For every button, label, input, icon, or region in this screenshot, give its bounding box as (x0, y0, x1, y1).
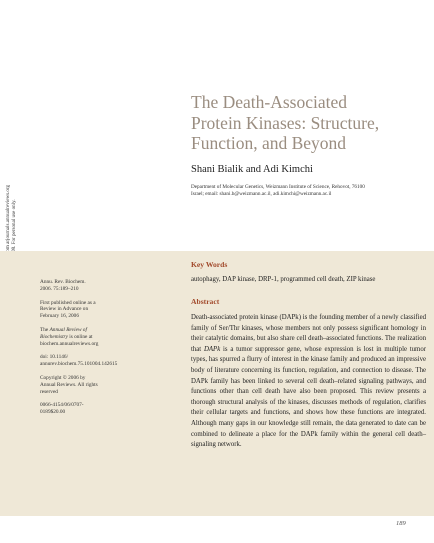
copyright-line3: reserved (40, 388, 58, 395)
published-line1: First published online as a (40, 299, 96, 306)
copyright-line2: Annual Reviews. All rights (40, 381, 98, 388)
page-number: 189 (396, 520, 406, 527)
keywords-text: autophagy, DAP kinase, DRP-1, programmed cell death, ZIP kinase (191, 276, 376, 283)
journal-line2: 2006. 75:189–210 (40, 285, 79, 292)
abstract-text (191, 313, 426, 451)
online-journal-name-1: Annual Review of (49, 326, 87, 333)
issn-line2: 0189$20.00 (40, 409, 66, 416)
online-pre: The (40, 326, 50, 333)
copyright (40, 375, 180, 395)
journal-citation (40, 279, 180, 293)
online-url[interactable]: biochem.annualreviews.org (40, 340, 99, 347)
keywords-heading: Key Words (191, 260, 228, 269)
doi-line1: doi: 10.1146/ (40, 354, 69, 361)
affiliation-line1: Department of Molecular Genetics, Weizmann Institute of Science, Rehovot, 76100 (191, 184, 365, 190)
journal-line1: Annu. Rev. Biochem. (40, 279, 86, 285)
published-line3: February 16, 2006 (40, 313, 79, 320)
abstract-text-post: is a tumor suppressor gene, whose expression is lost in multiple tumor types, has spurred a flurry of interest in the kinase family and produced an impressive body of literature concerning its function, regulation, and connection to disease. The DAPk family has been linked to several cell death–related signaling pathways, and functions other than cell death have also been proposed. This review presents a thorough structural analysis of the kinases, discusses methods of regulation, clarifies their cellular targets and functions, and shows how these functions are integrated. Although many gaps in our knowledge still remain, the data generated to date can be combined to delineate a place for the DAPk family within the general cell death–signaling network. (191, 345, 426, 449)
published-line2: Review in Advance on (40, 306, 89, 313)
issn (40, 402, 180, 416)
online-journal-name-2: Biochemistry (40, 333, 68, 340)
abstract-heading: Abstract (191, 297, 220, 306)
publication-info (40, 279, 180, 423)
title-line2: Protein Kinases: Structure, (191, 112, 380, 133)
doi-line2[interactable]: annurev.biochem.75.101004.142615 (40, 361, 118, 368)
online-note (40, 327, 180, 347)
article-title (191, 92, 427, 154)
title-line3: Function, and Beyond (191, 133, 347, 153)
authors: Shani Bialik and Adi Kimchi (191, 164, 313, 175)
published-note (40, 300, 180, 320)
title-line1: The Death-Associated (191, 92, 347, 112)
affiliation (191, 184, 429, 199)
online-post: is online at (67, 333, 93, 340)
doi (40, 354, 180, 368)
abstract-gene-name: DAPk (203, 345, 221, 353)
affiliation-line2: Israel; email: shani.b@weizmann.ac.il, adi.kimchi@weizmann.ac.il (191, 191, 332, 198)
abstract-text-pre: Death-associated protein kinase (DAPk) is the founding member of a newly classified family of Ser/Thr kinases, whose members not only possess significant homology in their catalytic domains, but also share cell death–associated functions. The realization that (191, 314, 426, 353)
copyright-line1: Copyright © 2006 by (40, 374, 86, 381)
issn-line1: 0066-4154/06/0707- (40, 402, 84, 409)
